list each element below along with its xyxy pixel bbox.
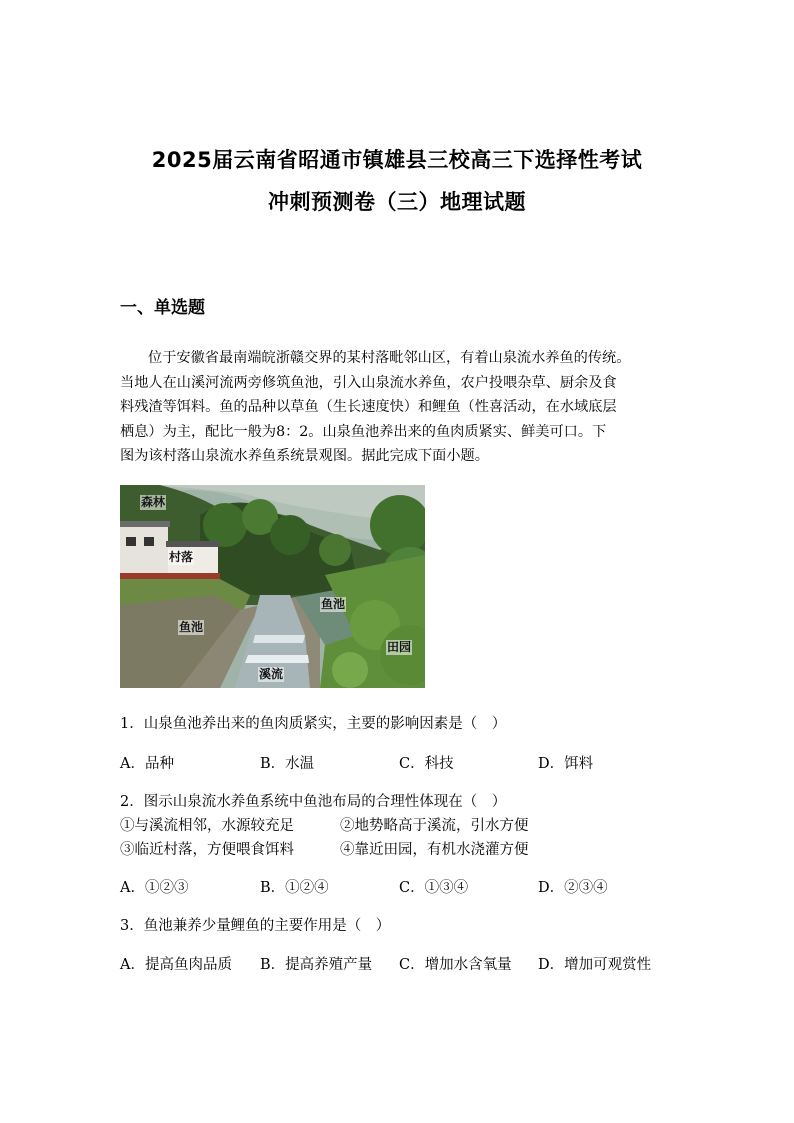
question-2-statement-1: ①与溪流相邻，水源较充足: [120, 818, 294, 834]
question-2-statement-4: ④靠近田园，有机水浇灌方便: [340, 842, 529, 858]
question-2-option-a[interactable]: A．①②③: [120, 880, 189, 896]
landscape-photo: [120, 485, 425, 688]
question-2-option-b[interactable]: B．①②④: [260, 880, 329, 896]
passage-line: 位于安徽省最南端皖浙赣交界的某村落毗邻山区，有着山泉流水养鱼的传统。: [148, 350, 631, 366]
page-title-line-2: 冲刺预测卷（三）地理试题: [268, 190, 526, 214]
question-1-option-b[interactable]: B．水温: [260, 756, 315, 772]
question-3-option-d[interactable]: D．增加可观赏性: [538, 957, 652, 973]
page-title-line-1: 2025届云南省昭通市镇雄县三校高三下选择性考试: [151, 148, 643, 172]
photo-label-village: 村落: [169, 550, 194, 564]
question-3-option-c[interactable]: C．增加水含氧量: [399, 957, 512, 973]
photo-label-field: 田园: [387, 640, 412, 654]
photo-label-stream: 溪流: [259, 667, 284, 681]
question-2-statement-2: ②地势略高于溪流，引水方便: [340, 818, 529, 834]
section-heading: 一、单选题: [120, 298, 205, 318]
question-3-option-b[interactable]: B．提高养殖产量: [260, 957, 373, 973]
landscape-illustration: [120, 485, 425, 688]
question-2-option-c[interactable]: C．①③④: [399, 880, 469, 896]
question-3-stem: 3．鱼池兼养少量鲤鱼的主要作用是（ ）: [120, 918, 391, 934]
passage-line: 当地人在山溪河流两旁修筑鱼池，引入山泉流水养鱼，农户投喂杂草、厨余及食: [120, 374, 617, 391]
passage-line: 料残渣等饵料。鱼的品种以草鱼（生长速度快）和鲤鱼（性喜活动，在水域底层: [120, 399, 617, 415]
reading-passage: [120, 346, 676, 469]
passage-line: 栖息）为主，配比一般为8：2。山泉鱼池养出来的鱼肉质紧实、鲜美可口。下: [120, 423, 607, 440]
question-1-stem: 1．山泉鱼池养出来的鱼肉质紧实，主要的影响因素是（ ）: [120, 716, 507, 732]
question-1-option-d[interactable]: D．饵料: [538, 756, 594, 772]
question-2-option-d[interactable]: D．②③④: [538, 880, 608, 896]
photo-label-pond-right: 鱼池: [321, 597, 346, 611]
photo-label-forest: 森林: [141, 495, 166, 509]
question-1-option-c[interactable]: C．科技: [399, 756, 454, 772]
question-2-stem: 2．图示山泉流水养鱼系统中鱼池布局的合理性体现在（ ）: [120, 794, 507, 810]
question-2-statement-3: ③临近村落，方便喂食饵料: [120, 842, 294, 858]
question-3-option-a[interactable]: A．提高鱼肉品质: [120, 957, 232, 973]
question-1-option-a[interactable]: A．品种: [120, 756, 174, 772]
passage-line: 图为该村落山泉流水养鱼系统景观图。据此完成下面小题。: [120, 448, 489, 464]
photo-label-pond-left: 鱼池: [179, 620, 204, 634]
